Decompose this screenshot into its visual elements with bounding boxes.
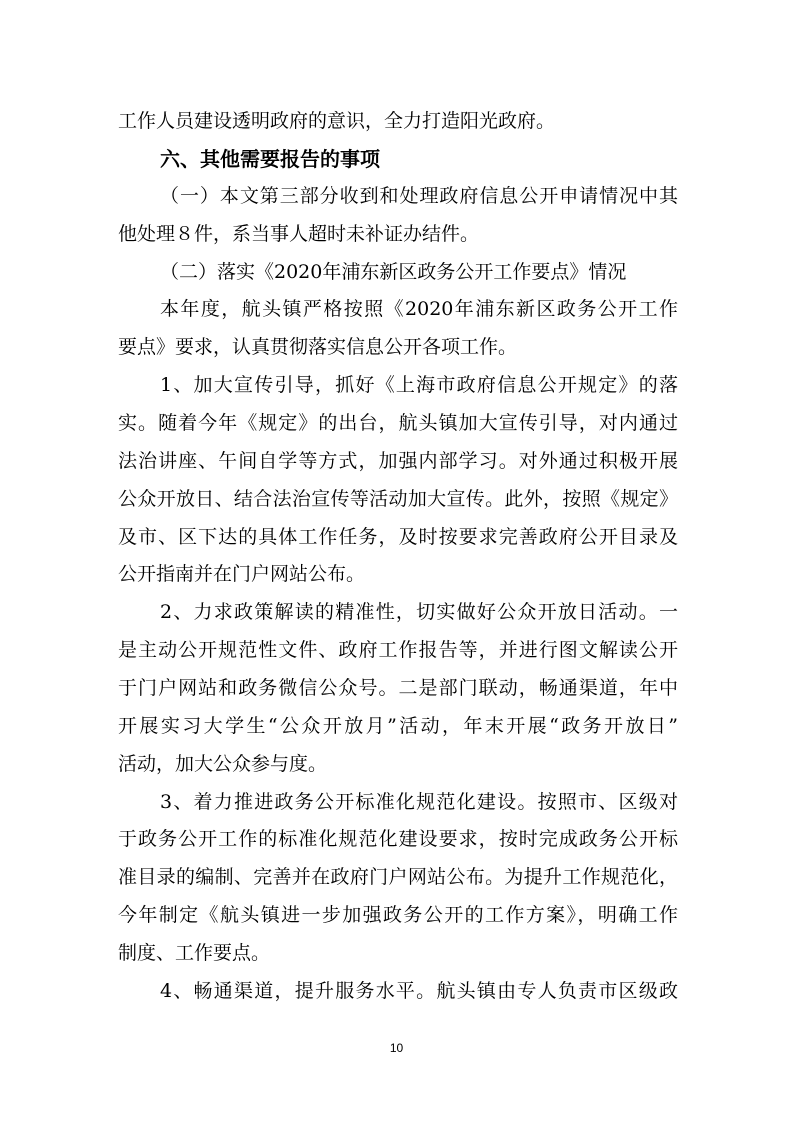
paragraph-line: 公众开放日、结合法治宣传等活动加大宣传。此外，按照《规定》 — [118, 488, 678, 510]
paragraph-line: 实。随着今年《规定》的出台，航头镇加大宣传引导，对内通过 — [118, 412, 678, 434]
paragraph-line: 制度、工作要点。 — [118, 942, 271, 964]
paragraph-line: （一）本文第三部分收到和处理政府信息公开申请情况中其 — [160, 185, 678, 207]
section-heading: 六、其他需要报告的事项 — [160, 147, 380, 171]
paragraph-line: 本年度，航头镇严格按照《2020年浦东新区政务公开工作 — [160, 298, 678, 320]
paragraph-line: 准目录的编制、完善并在政府门户网站公布。为提升工作规范化， — [118, 866, 678, 888]
paragraph-line: 于政务公开工作的标准化规范化建设要求，按时完成政务公开标 — [118, 828, 678, 850]
paragraph-line: 4、畅通渠道，提升服务水平。航头镇由专人负责市区级政 — [160, 980, 678, 1002]
paragraph-line: 他处理８件，系当事人超时未补证办结件。 — [118, 223, 480, 245]
paragraph-line: 3、着力推进政务公开标准化规范化建设。按照市、区级对 — [160, 791, 678, 813]
paragraph-line: 公开指南并在门户网站公布。 — [118, 563, 366, 585]
paragraph-line: 开展实习大学生“公众开放月”活动，年末开展“政务开放日” — [118, 715, 678, 737]
paragraph-line: 法治讲座、午间自学等方式，加强内部学习。对外通过积极开展 — [118, 450, 678, 472]
paragraph-line: 2、力求政策解读的精准性，切实做好公众开放日活动。一 — [160, 601, 678, 623]
paragraph-line: 今年制定《航头镇进一步加强政务公开的工作方案》，明确工作 — [118, 904, 678, 926]
paragraph-line: 1、加大宣传引导，抓好《上海市政府信息公开规定》的落 — [160, 374, 678, 396]
paragraph-line: 及市、区下达的具体工作任务，及时按要求完善政府公开目录及 — [118, 526, 678, 548]
subsection-heading: （二）落实《2020年浦东新区政务公开工作要点》情况 — [160, 261, 627, 283]
page-number: 10 — [389, 1041, 404, 1055]
paragraph-line: 是主动公开规范性文件、政府工作报告等，并进行图文解读公开 — [118, 639, 678, 661]
paragraph-line: 活动，加大公众参与度。 — [118, 753, 328, 775]
paragraph-line: 于门户网站和政务微信公众号。二是部门联动，畅通渠道，年中 — [118, 677, 678, 699]
paragraph-line: 要点》要求，认真贯彻落实信息公开各项工作。 — [118, 336, 518, 358]
paragraph-line: 工作人员建设透明政府的意识，全力打造阳光政府。 — [118, 110, 556, 132]
